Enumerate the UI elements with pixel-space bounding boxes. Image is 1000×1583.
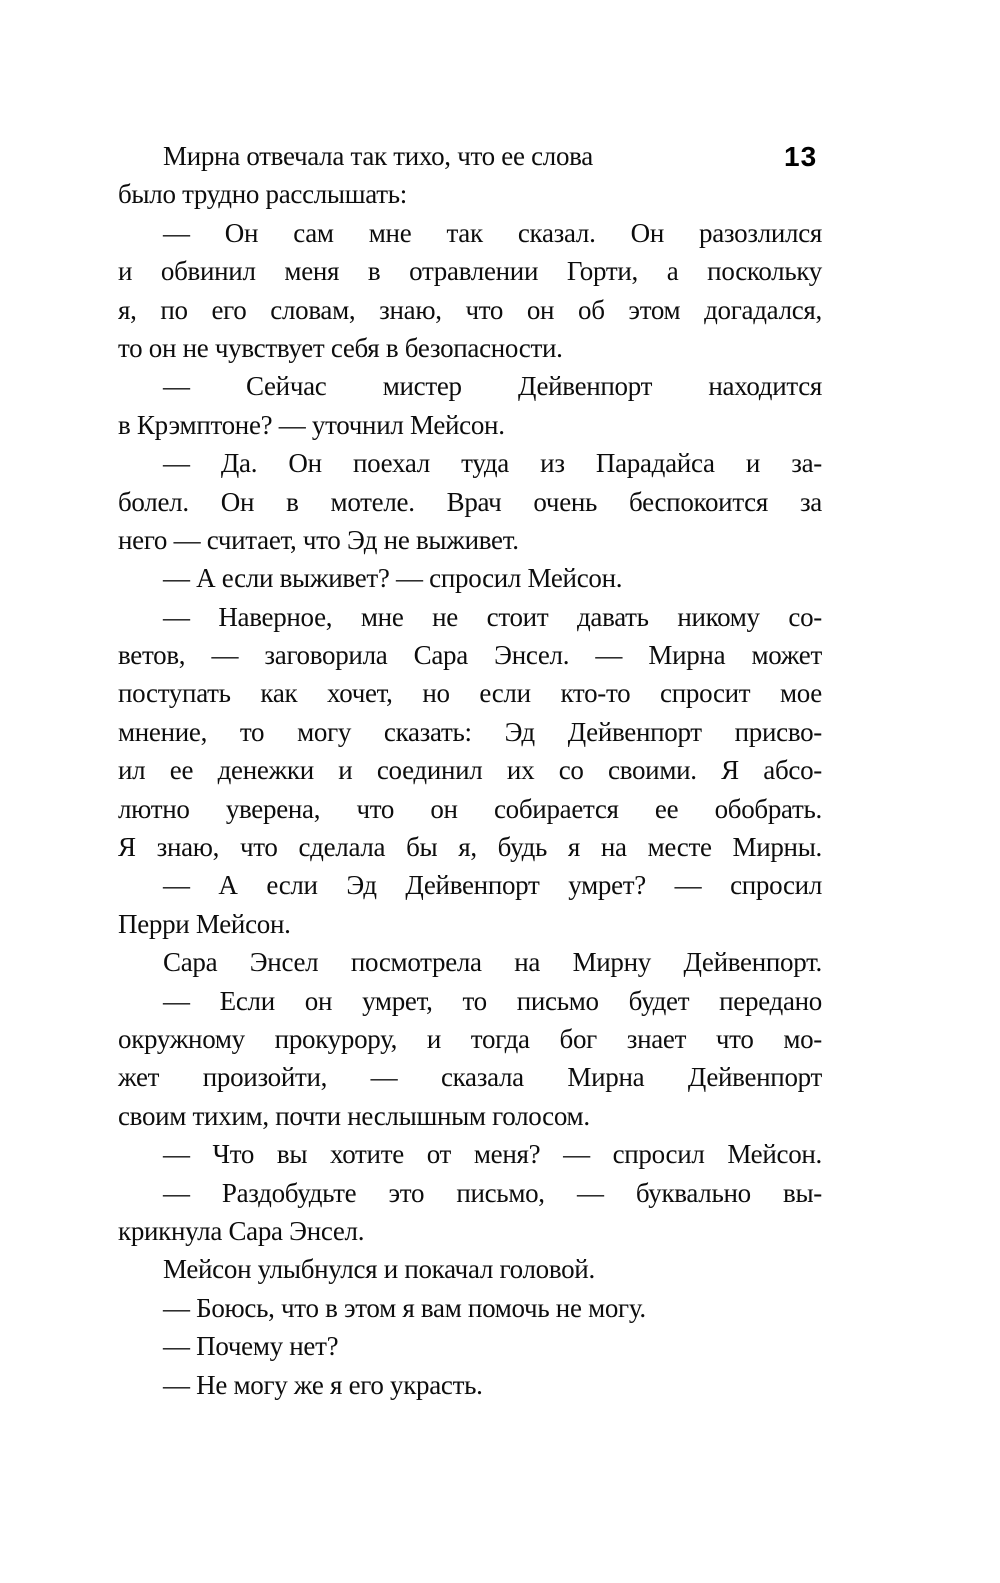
text-line: — Если он умрет, то письмо будет передано xyxy=(163,985,822,1016)
text-line: — Он сам мне так сказал. Он разозлился xyxy=(163,217,822,248)
text-line: — Что вы хотите от меня? — спросил Мейсон. xyxy=(163,1139,822,1170)
text-line: своим тихим, почти неслышным голосом. xyxy=(118,1100,590,1131)
text-line: — Боюсь, что в этом я вам помочь не могу. xyxy=(163,1292,646,1323)
text-line: крикнула Сара Энсел. xyxy=(118,1215,365,1246)
text-line: окружному прокурору, и тогда бог знает что мо- xyxy=(118,1023,822,1054)
text-line: жет произойти, — сказала Мирна Дейвенпорт xyxy=(118,1062,822,1093)
text-line: — Почему нет? xyxy=(163,1331,339,1362)
text-line: — Сейчас мистер Дейвенпорт находится xyxy=(163,371,822,402)
text-line: мнение, то могу сказать: Эд Дейвенпорт присво- xyxy=(118,716,822,747)
text-line: него — считает, что Эд не выживет. xyxy=(118,524,519,555)
text-line: было трудно расслышать: xyxy=(118,179,407,210)
text-line: Мейсон улыбнулся и покачал головой. xyxy=(163,1254,595,1285)
text-line: — Наверное, мне не стоит давать никому со- xyxy=(163,601,822,632)
text-line: Сара Энсел посмотрела на Мирну Дейвенпорт. xyxy=(163,947,822,978)
text-line: поступать как хочет, но если кто-то спросит мое xyxy=(118,678,822,709)
text-line: и обвинил меня в отравлении Горти, а поскольку xyxy=(118,256,822,287)
text-line: в Крэмптоне? — уточнил Мейсон. xyxy=(118,409,505,440)
page-number: 13 xyxy=(784,141,818,172)
text-line: ветов, — заговорила Сара Энсел. — Мирна может xyxy=(118,640,822,671)
text-line: то он не чувствует себя в безопасности. xyxy=(118,332,563,363)
text-line: я, по его словам, знаю, что он об этом догадался, xyxy=(118,294,822,325)
text-line: — Да. Он поехал туда из Парадайса и за- xyxy=(163,448,822,479)
text-line: ил ее денежки и соединил их со своими. Я абсо- xyxy=(118,755,822,786)
text-line: — Не могу же я его украсть. xyxy=(163,1369,483,1400)
text-line: Перри Мейсон. xyxy=(118,908,291,939)
text-line: — А если выживет? — спросил Мейсон. xyxy=(163,563,623,594)
text-line: Мирна отвечала так тихо, что ее слова xyxy=(163,141,593,171)
text-line: лютно уверена, что он собирается ее обобрать. xyxy=(118,793,822,824)
text-column xyxy=(118,137,822,1404)
text-line: болел. Он в мотеле. Врач очень беспокоится за xyxy=(118,486,822,517)
text-line: Я знаю, что сделала бы я, будь я на месте Мирны. xyxy=(118,832,822,863)
text-line: — Раздобудьте это письмо, — буквально вы- xyxy=(163,1177,822,1208)
text-line: — А если Эд Дейвенпорт умрет? — спросил xyxy=(163,870,822,901)
